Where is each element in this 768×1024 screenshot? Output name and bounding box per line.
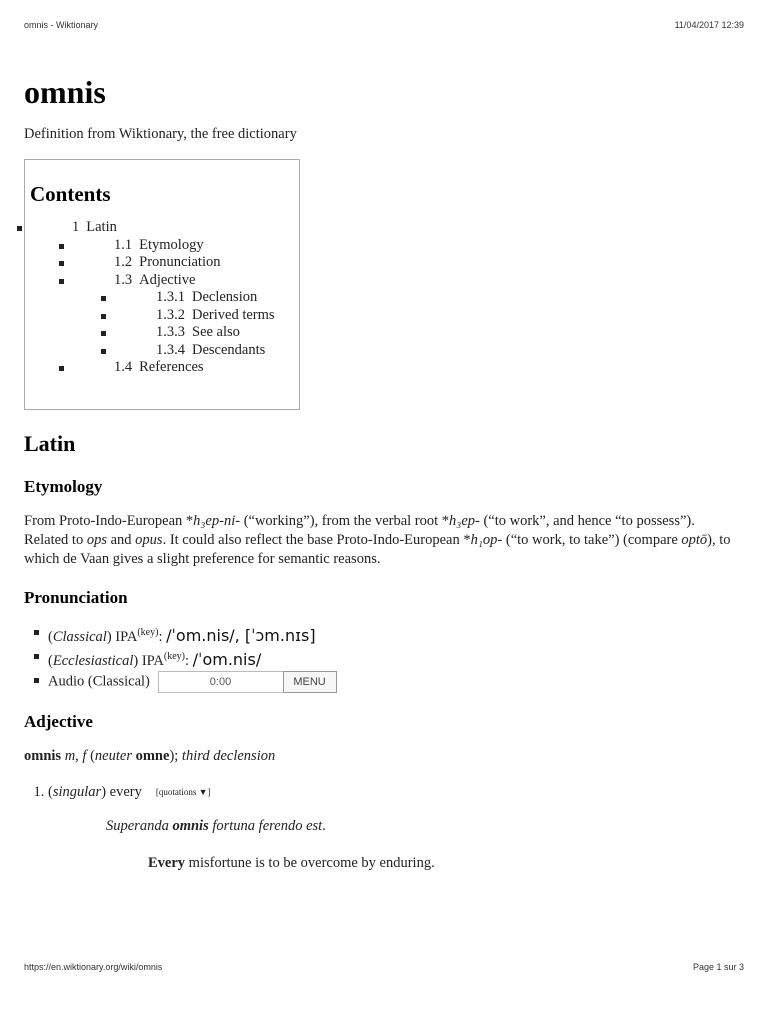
page-content: [24, 70, 734, 872]
section-heading-latin: Latin: [24, 431, 76, 456]
print-header-title: omnis - Wiktionary: [24, 20, 99, 30]
ipa-link[interactable]: IPA: [141, 652, 164, 669]
neuter-form-link[interactable]: omne: [135, 747, 170, 764]
usage-example: Superanda omnis fortuna ferendo est.: [106, 817, 326, 834]
audio-player[interactable]: [158, 671, 337, 693]
toc-item-latin[interactable]: 1 Latin 1.1 Etymology 1.2 Pronunciation 1.3 Adjective 1.3.1 Declension 1.3.2 Derived terms 1.3.3 See also 1.3.4 Descendants 1.4 References: [30, 219, 299, 377]
audio-menu-button[interactable]: MENU: [283, 671, 337, 693]
base-root-link[interactable]: h₁op-: [470, 532, 503, 548]
print-header-date: 11/04/2017 12:39: [674, 20, 744, 30]
ops-link[interactable]: ops: [86, 532, 107, 548]
print-footer-page: Page 1 sur 3: [692, 962, 744, 972]
ipa-key-link[interactable]: (key): [137, 627, 159, 638]
print-footer: [24, 962, 744, 972]
toc-item-declension[interactable]: 1.3.1 Declension: [114, 289, 299, 307]
definition-text[interactable]: every: [109, 783, 142, 800]
pronunciation-classical: (Classical) $IPA^{(key)}$: /ˈom.nis/, [ˈɔm.nɪs]: [48, 623, 734, 647]
usage-translation: Every misfortune is to be overcome by enduring.: [148, 854, 435, 871]
toc-item-see-also[interactable]: 1.3.3 See also: [114, 324, 299, 342]
toc-item-etymology[interactable]: 1.1 Etymology: [72, 237, 299, 255]
pronunciation-list: [24, 623, 734, 693]
etymology-text: From Proto-Indo-European *h₃ep-ni- (“working”), from the verbal root *h₃ep- (“to work”, and hence “to possess”). Related to ops and opus. It could also reflect the base Proto-Indo-European *h₁op- (“to work, to take”) (compare optō), to which de Vaan gives a slight preference for semantic reasons.: [24, 513, 731, 567]
classical-ipa: /ˈom.nis/, [ˈɔm.nɪs]: [166, 625, 316, 645]
print-footer-url: https://en.wiktionary.org/wiki/omnis: [24, 962, 163, 972]
opus-link[interactable]: opus: [135, 532, 163, 548]
toc-item-pronunciation[interactable]: 1.2 Pronunciation: [72, 254, 299, 272]
page-subtitle: Definition from Wiktionary, the free dictionary: [24, 126, 297, 142]
section-heading-etymology: Etymology: [24, 477, 103, 496]
pronunciation-audio: Audio (Classical) 0:00 MENU: [48, 671, 734, 693]
opto-link[interactable]: optō: [681, 532, 708, 548]
toc-item-references[interactable]: 1.4 References: [72, 359, 299, 377]
toc-item-descendants[interactable]: 1.3.4 Descendants: [114, 342, 299, 360]
table-of-contents: [24, 159, 300, 410]
headword: omnis: [24, 747, 62, 764]
toc-item-adjective[interactable]: 1.3 Adjective 1.3.1 Declension 1.3.2 Derived terms 1.3.3 See also 1.3.4 Descendants: [72, 272, 299, 360]
section-heading-adjective: Adjective: [24, 711, 93, 731]
definitions-list: [24, 782, 734, 802]
ipa-link[interactable]: IPA: [115, 628, 138, 645]
adjective-headword-line: omnis m, f (neuter omne); third declension: [24, 747, 276, 764]
print-header: [24, 20, 744, 30]
toc-item-derived-terms[interactable]: 1.3.2 Derived terms: [114, 307, 299, 325]
page-title: omnis: [24, 74, 106, 110]
verbal-root-link[interactable]: h₃ep-: [449, 513, 480, 529]
definition-item: 1. (singular) every [quotations ▼]: [48, 782, 734, 802]
toc-title: Contents: [30, 182, 111, 206]
audio-time-display[interactable]: 0:00: [158, 671, 283, 693]
ipa-key-link[interactable]: (key): [163, 650, 185, 662]
quotations-toggle[interactable]: [quotations ▼]: [155, 786, 211, 797]
pie-root-link[interactable]: h₃ep-ni-: [193, 513, 241, 529]
pronunciation-ecclesiastical: (Ecclesiastical) $IPA^{(key)}$: /ˈom.nis/: [48, 647, 734, 671]
ecclesiastical-ipa: /ˈom.nis/: [192, 649, 262, 669]
section-heading-pronunciation: Pronunciation: [24, 588, 128, 607]
declension-link[interactable]: third declension: [181, 747, 276, 764]
